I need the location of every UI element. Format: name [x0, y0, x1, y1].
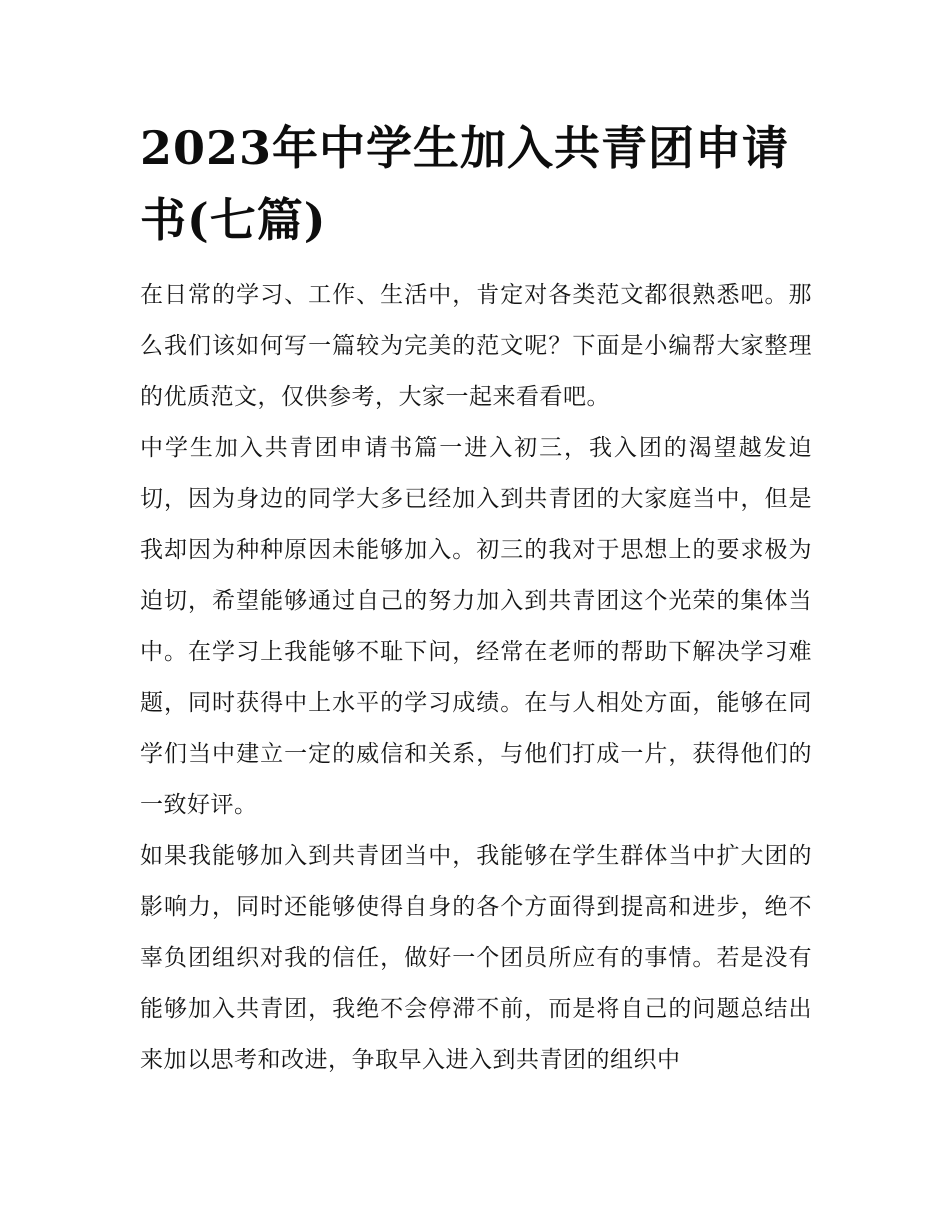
paragraph-body-1: 中学生加入共青团申请书篇一进入初三，我入团的渴望越发迫切，因为身边的同学大多已经加入到共青团的大家庭当中，但是我却因为种种原因未能够加入。初三的我对于思想上的要求极为迫切，希望能够通过自己的努力加入到共青团这个光荣的集体当中。在学习上我能够不耻下问，经常在老师的帮助下解决学习难题，同时获得中上水平的学习成绩。在与人相处方面，能够在同学们当中建立一定的威信和关系，与他们打成一片，获得他们的一致好评。	[140, 435, 812, 818]
paragraph-body-2: 如果我能够加入到共青团当中，我能够在学生群体当中扩大团的影响力，同时还能够使得自身的各个方面得到提高和进步，绝不辜负团组织对我的信任，做好一个团员所应有的事情。若是没有能够加入共青团，我绝不会停滞不前，而是将自己的问题总结出来加以思考和改进，争取早入进入到共青团的组织中	[140, 843, 812, 1073]
document-title: 2023年中学生加入共青团申请书(七篇)	[140, 121, 790, 247]
paragraph-intro: 在日常的学习、工作、生活中，肯定对各类范文都很熟悉吧。那么我们该如何写一篇较为完美的范文呢？下面是小编帮大家整理的优质范文，仅供参考，大家一起来看看吧。	[140, 282, 812, 410]
document-page	[140, 112, 812, 1086]
